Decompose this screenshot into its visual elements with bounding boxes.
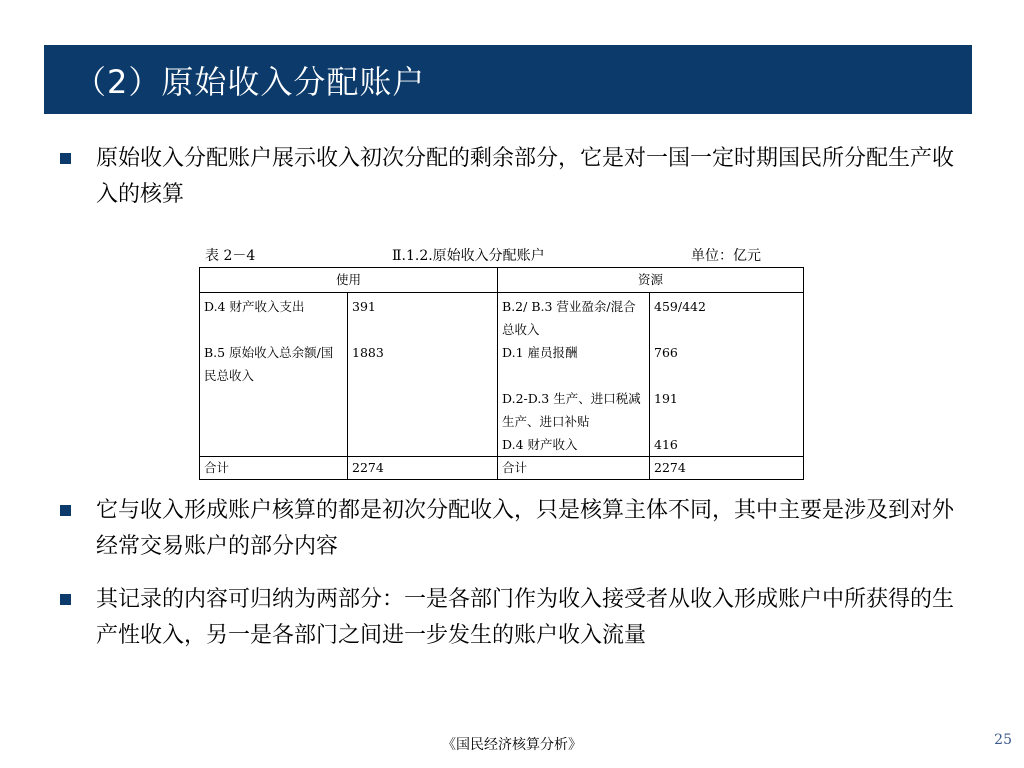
- bullet-2: [60, 493, 960, 565]
- title-bar: [44, 45, 972, 114]
- resources-value-3: 191: [654, 391, 678, 406]
- table-unit: 单位：亿元: [691, 248, 761, 264]
- page-number: 25: [994, 732, 1012, 748]
- resources-cell-items: [498, 293, 650, 457]
- slide-title: （2）原始收入分配账户: [74, 62, 426, 101]
- resources-total-value: 2274: [650, 457, 804, 480]
- resources-total-label: 合计: [498, 457, 650, 480]
- resources-item-1: B.2/ B.3 营业盈余/混合总收入: [502, 299, 636, 337]
- table-label: 表 2－4: [205, 248, 256, 264]
- resources-item-3: D.2-D.3 生产、进口税减生产、进口补贴: [502, 391, 641, 429]
- total-row: [200, 457, 804, 480]
- bullet-text: 其记录的内容可归纳为两部分：一是各部门作为收入接受者从收入形成账户中所获得的生产性收入，另一是各部门之间进一步发生的账户收入流量: [96, 587, 955, 648]
- bullet-square-icon: [60, 153, 71, 164]
- uses-cell-values: [348, 293, 498, 457]
- account-table: [199, 267, 804, 480]
- uses-value-1: 391: [352, 299, 376, 314]
- resources-cell-values: [650, 293, 804, 457]
- bullet-3: [60, 582, 960, 654]
- table-caption: [199, 241, 805, 267]
- uses-total-value: 2274: [348, 457, 498, 480]
- resources-item-4: D.4 财产收入: [502, 437, 578, 452]
- uses-header: 使用: [200, 268, 498, 293]
- uses-item-1: D.4 财产收入支出: [204, 299, 305, 314]
- bullet-1: [60, 141, 960, 213]
- uses-value-2: 1883: [352, 345, 384, 360]
- account-table-block: [199, 241, 805, 480]
- footer-title: 《国民经济核算分析》: [442, 737, 582, 753]
- bullet-text: 原始收入分配账户展示收入初次分配的剩余部分，它是对一国一定时期国民所分配生产收入的核算: [96, 146, 955, 207]
- bullet-text: 它与收入形成账户核算的都是初次分配收入，只是核算主体不同，其中主要是涉及到对外经常交易账户的部分内容: [96, 498, 955, 559]
- resources-value-2: 766: [654, 345, 678, 360]
- table-row: [200, 293, 804, 457]
- bullet-square-icon: [60, 594, 71, 605]
- resources-value-1: 459/442: [654, 299, 706, 314]
- uses-item-2: B.5 原始收入总余额/国民总收入: [204, 345, 334, 383]
- resources-item-2: D.1 雇员报酬: [502, 345, 578, 360]
- uses-total-label: 合计: [200, 457, 348, 480]
- uses-cell-items: [200, 293, 348, 457]
- resources-value-4: 416: [654, 437, 678, 452]
- resources-header: 资源: [498, 268, 804, 293]
- bullet-square-icon: [60, 505, 71, 516]
- table-title: Ⅱ.1.2.原始收入分配账户: [392, 248, 545, 264]
